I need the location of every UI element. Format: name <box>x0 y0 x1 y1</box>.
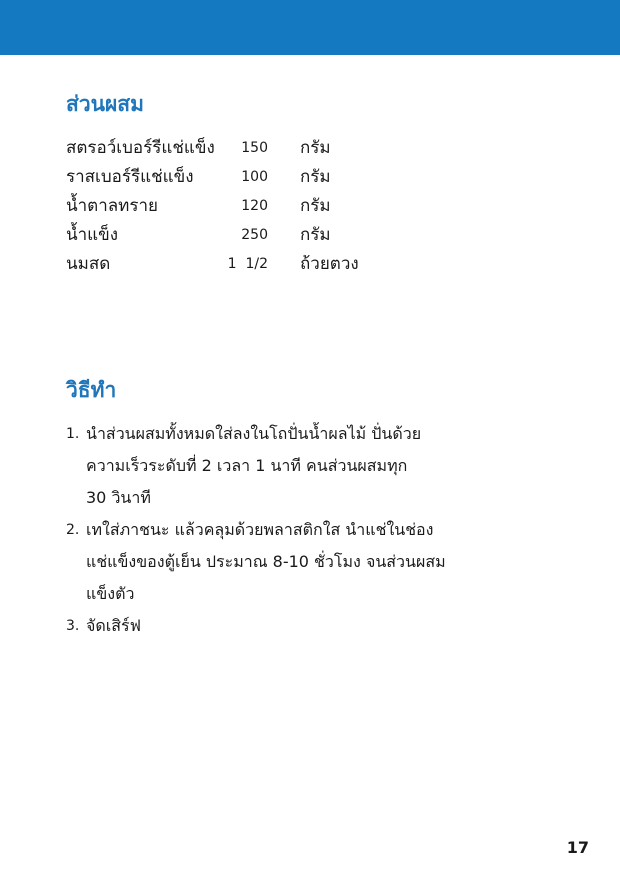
ingredient-quantity: 1 1/2 <box>227 256 268 272</box>
step-text-line: จัดเสิร์ฟ <box>86 616 141 635</box>
ingredient-unit: กรัม <box>300 138 331 158</box>
ingredient-row <box>66 134 396 163</box>
ingredient-name: นมสด <box>66 254 111 274</box>
step-text-line: เทใส่ภาชนะ แล้วคลุมด้วยพลาสติกใส นำแช่ในช่อง <box>86 520 434 539</box>
ingredient-unit: ถ้วยตวง <box>300 254 359 274</box>
ingredient-quantity: 120 <box>241 198 268 214</box>
method-step <box>66 610 486 642</box>
method-step <box>66 514 486 610</box>
ingredient-row <box>66 250 396 279</box>
ingredient-quantity: 100 <box>241 169 268 185</box>
ingredient-name: น้ำตาลทราย <box>66 196 159 216</box>
step-number: 1. <box>66 426 80 442</box>
ingredient-unit: กรัม <box>300 225 331 245</box>
ingredient-row <box>66 221 396 250</box>
ingredient-name: สตรอว์เบอร์รีแช่แข็ง <box>66 138 215 158</box>
step-text-line: แช่แข็งของตู้เย็น ประมาณ 8-10 ชั่วโมง จนส่วนผสม <box>86 552 446 571</box>
step-number: 3. <box>66 618 80 634</box>
step-text-line: แข็งตัว <box>86 584 135 603</box>
ingredient-quantity: 250 <box>241 227 268 243</box>
step-number: 2. <box>66 522 80 538</box>
ingredient-quantity: 150 <box>241 140 268 156</box>
header-bar <box>0 0 620 55</box>
ingredient-row <box>66 192 396 221</box>
step-text-line: 30 วินาที <box>86 488 151 507</box>
ingredient-name: น้ำแข็ง <box>66 225 119 245</box>
ingredients-title: ส่วนผสม <box>66 92 144 116</box>
step-text-line: นำส่วนผสมทั้งหมดใส่ลงในโถปั่นน้ำผลไม้ ปั่นด้วย <box>86 424 422 443</box>
ingredients-list <box>66 134 396 279</box>
page-number: 17 <box>566 838 589 857</box>
method-steps <box>66 418 486 642</box>
ingredient-row <box>66 163 396 192</box>
ingredient-name: ราสเบอร์รีแช่แข็ง <box>66 167 194 187</box>
method-step <box>66 418 486 514</box>
ingredient-unit: กรัม <box>300 167 331 187</box>
step-text-line: ความเร็วระดับที่ 2 เวลา 1 นาที คนส่วนผสมทุก <box>86 456 408 475</box>
method-title: วิธีทำ <box>66 378 117 402</box>
ingredient-unit: กรัม <box>300 196 331 216</box>
